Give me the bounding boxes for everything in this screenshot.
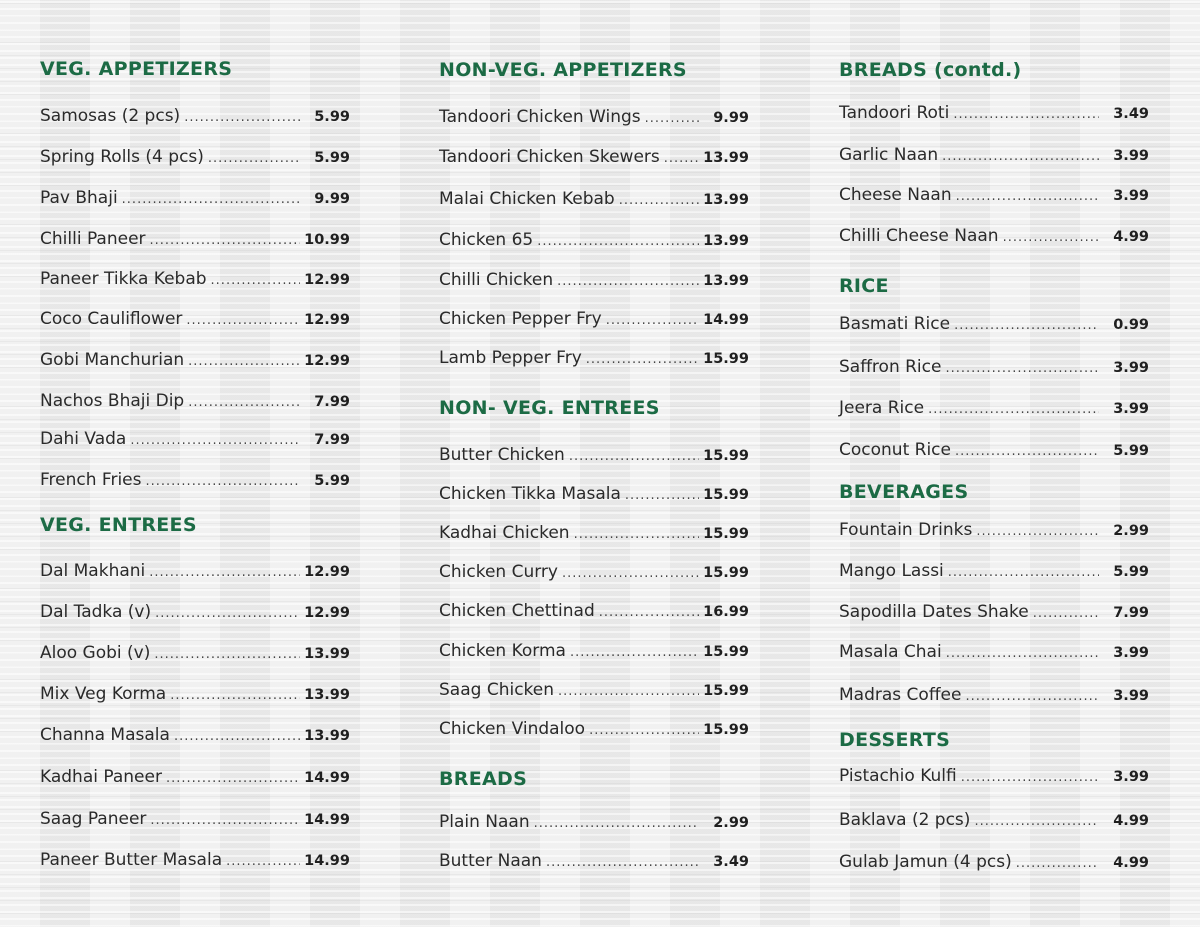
dot-leader bbox=[589, 723, 699, 738]
item-name: Channa Masala bbox=[40, 725, 170, 745]
item-name: Cheese Naan bbox=[839, 185, 952, 205]
menu-column-3 bbox=[837, 0, 1157, 927]
dot-leader bbox=[955, 444, 1099, 459]
item-name: Chicken Korma bbox=[439, 641, 566, 661]
menu-item bbox=[439, 348, 749, 374]
item-price: 4.99 bbox=[1113, 813, 1149, 829]
dot-leader bbox=[208, 151, 300, 166]
dot-leader bbox=[558, 684, 699, 699]
dot-leader bbox=[928, 402, 1099, 417]
menu-item bbox=[439, 719, 749, 745]
menu-item bbox=[839, 357, 1149, 383]
item-price: 3.99 bbox=[1113, 148, 1149, 164]
menu-item bbox=[40, 106, 350, 132]
dot-leader bbox=[1003, 230, 1099, 245]
menu-item bbox=[40, 269, 350, 295]
menu-item bbox=[40, 561, 350, 587]
dot-leader bbox=[188, 354, 300, 369]
item-name: Pistachio Kulfi bbox=[839, 766, 957, 786]
item-price: 12.99 bbox=[304, 605, 350, 621]
menu-item bbox=[839, 642, 1149, 668]
item-name: Kadhai Paneer bbox=[40, 767, 162, 787]
menu-item bbox=[40, 684, 350, 710]
dot-leader bbox=[645, 111, 699, 126]
item-name: Saag Chicken bbox=[439, 680, 555, 700]
item-price: 3.99 bbox=[1113, 360, 1149, 376]
item-price: 14.99 bbox=[304, 770, 350, 786]
item-name: Garlic Naan bbox=[839, 145, 939, 165]
menu-column-1 bbox=[38, 0, 358, 927]
menu-column-2 bbox=[437, 0, 757, 927]
dot-leader bbox=[562, 566, 699, 581]
menu-item bbox=[839, 685, 1149, 711]
menu-item bbox=[839, 185, 1149, 211]
dot-leader bbox=[599, 605, 699, 620]
dot-leader bbox=[570, 645, 699, 660]
item-price: 13.99 bbox=[703, 233, 749, 249]
menu-item bbox=[839, 602, 1149, 628]
menu-item bbox=[839, 561, 1149, 587]
menu-item bbox=[439, 562, 749, 588]
item-price: 4.99 bbox=[1113, 855, 1149, 871]
item-name: Saffron Rice bbox=[839, 357, 942, 377]
menu-item bbox=[839, 145, 1149, 171]
menu-item bbox=[839, 103, 1149, 129]
item-price: 5.99 bbox=[314, 109, 350, 125]
dot-leader bbox=[174, 729, 300, 744]
dot-leader bbox=[166, 771, 300, 786]
item-price: 9.99 bbox=[713, 110, 749, 126]
section-heading-breads: BREADS bbox=[439, 768, 528, 790]
dot-leader bbox=[184, 110, 300, 125]
item-price: 5.99 bbox=[1113, 443, 1149, 459]
item-name: Kadhai Chicken bbox=[439, 523, 570, 543]
item-name: Chicken Vindaloo bbox=[439, 719, 586, 739]
item-price: 9.99 bbox=[314, 191, 350, 207]
menu-item bbox=[40, 147, 350, 173]
item-price: 0.99 bbox=[1113, 317, 1149, 333]
item-name: Plain Naan bbox=[439, 812, 530, 832]
menu-item bbox=[839, 440, 1149, 466]
dot-leader bbox=[226, 854, 300, 869]
item-price: 13.99 bbox=[703, 150, 749, 166]
menu-item bbox=[839, 520, 1149, 546]
item-price: 14.99 bbox=[703, 312, 749, 328]
section-heading-desserts: DESSERTS bbox=[839, 729, 951, 751]
item-price: 3.99 bbox=[1113, 645, 1149, 661]
menu-item bbox=[40, 767, 350, 793]
dot-leader bbox=[664, 151, 699, 166]
menu-item bbox=[439, 484, 749, 510]
item-name: Dal Tadka (v) bbox=[40, 602, 152, 622]
item-price: 13.99 bbox=[304, 646, 350, 662]
item-name: Malai Chicken Kebab bbox=[439, 189, 615, 209]
menu-item bbox=[839, 766, 1149, 792]
item-price: 10.99 bbox=[304, 232, 350, 248]
section-heading-veg-appetizers: VEG. APPETIZERS bbox=[40, 58, 233, 80]
item-price: 2.99 bbox=[1113, 523, 1149, 539]
menu-item bbox=[40, 850, 350, 876]
item-name: Sapodilla Dates Shake bbox=[839, 602, 1029, 622]
item-price: 7.99 bbox=[314, 432, 350, 448]
item-price: 12.99 bbox=[304, 312, 350, 328]
dot-leader bbox=[574, 527, 699, 542]
item-name: Butter Chicken bbox=[439, 445, 565, 465]
menu-item bbox=[839, 810, 1149, 836]
item-name: Tandoori Chicken Skewers bbox=[439, 147, 660, 167]
dot-leader bbox=[188, 395, 300, 410]
menu-item bbox=[40, 309, 350, 335]
menu-item bbox=[40, 229, 350, 255]
dot-leader bbox=[557, 274, 699, 289]
item-name: Chicken Curry bbox=[439, 562, 558, 582]
item-name: Chicken Tikka Masala bbox=[439, 484, 621, 504]
dot-leader bbox=[974, 814, 1099, 829]
dot-leader bbox=[953, 107, 1099, 122]
item-price: 15.99 bbox=[703, 644, 749, 660]
item-name: Coconut Rice bbox=[839, 440, 951, 460]
item-name: Chicken Chettinad bbox=[439, 601, 595, 621]
item-price: 14.99 bbox=[304, 853, 350, 869]
menu-item bbox=[40, 809, 350, 835]
item-price: 13.99 bbox=[703, 273, 749, 289]
item-name: Dahi Vada bbox=[40, 429, 127, 449]
item-price: 15.99 bbox=[703, 448, 749, 464]
dot-leader bbox=[625, 488, 699, 503]
item-name: Gobi Manchurian bbox=[40, 350, 185, 370]
item-name: Coco Cauliflower bbox=[40, 309, 183, 329]
menu-item bbox=[839, 398, 1149, 424]
dot-leader bbox=[155, 606, 300, 621]
dot-leader bbox=[946, 646, 1099, 661]
item-name: Gulab Jamun (4 pcs) bbox=[839, 852, 1012, 872]
item-price: 2.99 bbox=[713, 815, 749, 831]
item-name: Nachos Bhaji Dip bbox=[40, 391, 185, 411]
menu-item bbox=[40, 725, 350, 751]
item-name: Mix Veg Korma bbox=[40, 684, 167, 704]
menu-item bbox=[439, 445, 749, 471]
menu-item bbox=[439, 812, 749, 838]
item-price: 15.99 bbox=[703, 487, 749, 503]
menu-item bbox=[839, 314, 1149, 340]
item-name: Madras Coffee bbox=[839, 685, 962, 705]
menu-item bbox=[40, 391, 350, 417]
item-price: 3.99 bbox=[1113, 401, 1149, 417]
dot-leader bbox=[150, 813, 300, 828]
item-name: Chicken 65 bbox=[439, 230, 534, 250]
item-price: 12.99 bbox=[304, 353, 350, 369]
menu-item bbox=[839, 852, 1149, 878]
menu-item bbox=[439, 270, 749, 296]
item-name: Samosas (2 pcs) bbox=[40, 106, 181, 126]
menu-item bbox=[439, 523, 749, 549]
item-price: 3.49 bbox=[1113, 106, 1149, 122]
item-name: Chilli Paneer bbox=[40, 229, 146, 249]
menu-item bbox=[839, 226, 1149, 252]
dot-leader bbox=[961, 770, 1099, 785]
item-name: Paneer Tikka Kebab bbox=[40, 269, 207, 289]
item-name: Pav Bhaji bbox=[40, 188, 118, 208]
item-name: Chilli Chicken bbox=[439, 270, 554, 290]
menu-item bbox=[40, 429, 350, 455]
item-price: 5.99 bbox=[1113, 564, 1149, 580]
dot-leader bbox=[965, 689, 1099, 704]
section-heading-non-veg-entrees: NON- VEG. ENTREES bbox=[439, 397, 660, 419]
dot-leader bbox=[546, 855, 699, 870]
item-price: 3.99 bbox=[1113, 688, 1149, 704]
item-price: 3.99 bbox=[1113, 188, 1149, 204]
dot-leader bbox=[186, 313, 300, 328]
menu-item bbox=[439, 107, 749, 133]
item-price: 16.99 bbox=[703, 604, 749, 620]
menu-item bbox=[439, 147, 749, 173]
item-price: 12.99 bbox=[304, 272, 350, 288]
dot-leader bbox=[154, 647, 300, 662]
menu-item bbox=[439, 851, 749, 877]
item-name: Saag Paneer bbox=[40, 809, 147, 829]
item-price: 5.99 bbox=[314, 473, 350, 489]
dot-leader bbox=[569, 449, 699, 464]
section-heading-breads-contd: BREADS (contd.) bbox=[839, 59, 1022, 81]
section-heading-rice: RICE bbox=[839, 275, 889, 297]
item-price: 3.49 bbox=[713, 854, 749, 870]
menu-item bbox=[439, 189, 749, 215]
item-price: 15.99 bbox=[703, 683, 749, 699]
item-name: Masala Chai bbox=[839, 642, 942, 662]
menu-item bbox=[439, 230, 749, 256]
section-heading-non-veg-appetizers: NON-VEG. APPETIZERS bbox=[439, 59, 687, 81]
item-price: 15.99 bbox=[703, 565, 749, 581]
item-name: Spring Rolls (4 pcs) bbox=[40, 147, 204, 167]
dot-leader bbox=[1033, 606, 1099, 621]
menu-item bbox=[40, 470, 350, 496]
menu-item bbox=[40, 602, 350, 628]
item-price: 13.99 bbox=[304, 728, 350, 744]
item-name: Paneer Butter Masala bbox=[40, 850, 223, 870]
item-price: 15.99 bbox=[703, 722, 749, 738]
item-name: Lamb Pepper Fry bbox=[439, 348, 582, 368]
item-name: Fountain Drinks bbox=[839, 520, 973, 540]
item-name: Tandoori Chicken Wings bbox=[439, 107, 641, 127]
menu-item bbox=[40, 643, 350, 669]
menu-item bbox=[439, 601, 749, 627]
item-price: 14.99 bbox=[304, 812, 350, 828]
item-name: French Fries bbox=[40, 470, 142, 490]
dot-leader bbox=[948, 565, 1099, 580]
dot-leader bbox=[956, 189, 1099, 204]
menu-item bbox=[40, 350, 350, 376]
dot-leader bbox=[170, 688, 300, 703]
dot-leader bbox=[619, 193, 699, 208]
menu-item bbox=[439, 641, 749, 667]
item-name: Tandoori Roti bbox=[839, 103, 950, 123]
item-name: Basmati Rice bbox=[839, 314, 951, 334]
menu-item bbox=[40, 188, 350, 214]
item-price: 5.99 bbox=[314, 150, 350, 166]
menu-item bbox=[439, 309, 749, 335]
dot-leader bbox=[1016, 856, 1099, 871]
item-name: Baklava (2 pcs) bbox=[839, 810, 971, 830]
dot-leader bbox=[954, 318, 1099, 333]
item-name: Jeera Rice bbox=[839, 398, 925, 418]
item-price: 7.99 bbox=[314, 394, 350, 410]
section-heading-veg-entrees: VEG. ENTREES bbox=[40, 514, 197, 536]
item-price: 13.99 bbox=[304, 687, 350, 703]
dot-leader bbox=[537, 234, 699, 249]
item-price: 4.99 bbox=[1113, 229, 1149, 245]
item-price: 15.99 bbox=[703, 526, 749, 542]
item-name: Chicken Pepper Fry bbox=[439, 309, 602, 329]
dot-leader bbox=[146, 474, 301, 489]
item-name: Dal Makhani bbox=[40, 561, 146, 581]
item-name: Mango Lassi bbox=[839, 561, 944, 581]
dot-leader bbox=[945, 361, 1099, 376]
dot-leader bbox=[534, 816, 699, 831]
item-name: Butter Naan bbox=[439, 851, 542, 871]
dot-leader bbox=[150, 233, 300, 248]
item-price: 3.99 bbox=[1113, 769, 1149, 785]
menu-item bbox=[439, 680, 749, 706]
dot-leader bbox=[130, 433, 300, 448]
dot-leader bbox=[211, 273, 300, 288]
item-name: Chilli Cheese Naan bbox=[839, 226, 999, 246]
dot-leader bbox=[149, 565, 300, 580]
dot-leader bbox=[122, 192, 300, 207]
item-price: 15.99 bbox=[703, 351, 749, 367]
dot-leader bbox=[606, 313, 699, 328]
dot-leader bbox=[942, 149, 1099, 164]
item-price: 7.99 bbox=[1113, 605, 1149, 621]
item-price: 13.99 bbox=[703, 192, 749, 208]
item-price: 12.99 bbox=[304, 564, 350, 580]
section-heading-beverages: BEVERAGES bbox=[839, 481, 969, 503]
dot-leader bbox=[976, 524, 1099, 539]
item-name: Aloo Gobi (v) bbox=[40, 643, 151, 663]
dot-leader bbox=[586, 352, 699, 367]
